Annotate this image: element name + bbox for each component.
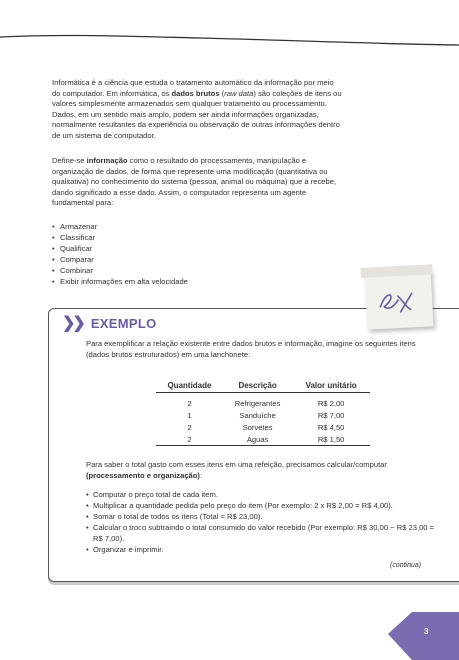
text-run: ( [219,88,225,98]
table-cell: 2 [187,422,192,432]
text-run: Define-se [52,156,87,165]
list-item: • Organizar e imprimir. [86,545,436,556]
table-cell: 1 [187,410,192,420]
example-title: EXEMPLO [90,315,157,331]
term-dados-brutos: dados brutos [171,88,220,98]
calculation-steps-list [86,490,436,555]
function-list [52,222,332,287]
sticky-tape [360,264,432,278]
list-item: • Computar o preço total de cada item. [86,490,436,501]
example-header [62,313,156,333]
table-cell: 2 [156,433,223,446]
example-calculation-paragraph [86,460,434,482]
text-run: ) são coleções de itens ou valores simplesmente armazenados sem qualquer tratamento ou processamento. Dados, em um sentido mais amplo, podem ser ainda informações organizadas, normalmente resultantes da experiência ou observação de outras informações dentro de um sistema de computador. [52,88,342,140]
definition-paragraph [52,156,344,209]
page-corner-tab [388,612,459,660]
table-cell: Refrigerantes [234,398,281,408]
page-number: 3 [424,627,429,636]
table-cell: Sorvetes [242,422,273,432]
text-run: : [199,470,203,480]
list-item: • Qualificar [52,244,332,255]
text-run: Para saber o total gasto com esses itens em uma refeição, precisamos calcular/computar [86,460,387,469]
snack-bar-items-table [156,379,370,446]
term-informacao: informação [86,156,128,165]
table-row [156,409,370,421]
intro-paragraph [52,78,344,142]
list-item: • Classificar [52,233,332,244]
table-header-row [156,379,370,393]
list-item: • Armazenar [52,222,332,233]
column-header-quantidade: Quantidade [156,379,223,393]
table-cell: Águas [223,433,292,446]
table-row [156,421,370,433]
list-item: • Comparar [52,255,332,266]
term-processamento: (processamento e organização) [86,470,200,480]
table-cell: R$ 1,50 [292,433,370,446]
table-cell: R$ 2,00 [317,398,345,408]
list-item: • Somar o total de todos os itens (Total = R$ 23,00). [86,512,436,523]
double-chevron-icon: ❯❯ [62,315,83,332]
column-header-descricao: Descrição [223,379,292,393]
example-intro: Para exemplificar a relação existente entre dados brutos e informação, imagine os seguintes itens (dados brutos estruturados) em uma lanchonete: [86,339,416,359]
list-item: • Calcular o troco subtraindo o total consumido do valor recebido (Por exemplo: R$ 30,00 − R$ 23,00 = R$ 7,00). [86,523,436,545]
list-item: • Multiplicar a quantidade pedida pelo preço do item (Por exemplo: 2 x R$ 2,00 = R$ 4,00). [86,501,436,512]
sticky-note [365,268,434,329]
table-row [156,433,370,446]
list-item: • Exibir informações em alta velocidade [52,277,332,288]
table-cell: R$ 7,00 [317,410,345,420]
table-cell: 2 [187,398,192,408]
table-row [156,393,370,410]
table-cell: R$ 4,50 [317,422,345,432]
column-header-valor: Valor unitário [292,379,370,393]
table-cell: Sanduíche [239,410,276,420]
handwritten-ex-text [375,285,422,315]
continued-label: (continua) [390,562,422,569]
text-run: como o resultado do processamento, manipulação e organização de dados, de forma que represente uma modificação (quantitativa ou qualitativa) no conhecimento do sistema (pessoa, animal ou máquina) que a recebe, dando significado a esse dado. Assim, o computador representa um agente fundamental para: [52,156,337,208]
text-run: Informática é a ciência que estuda o tratamento automático da informação por meio do computador. Em informática, os [52,78,334,98]
term-raw-data: raw data [224,88,254,98]
top-rule [0,0,459,60]
list-item: • Combinar [52,266,332,277]
